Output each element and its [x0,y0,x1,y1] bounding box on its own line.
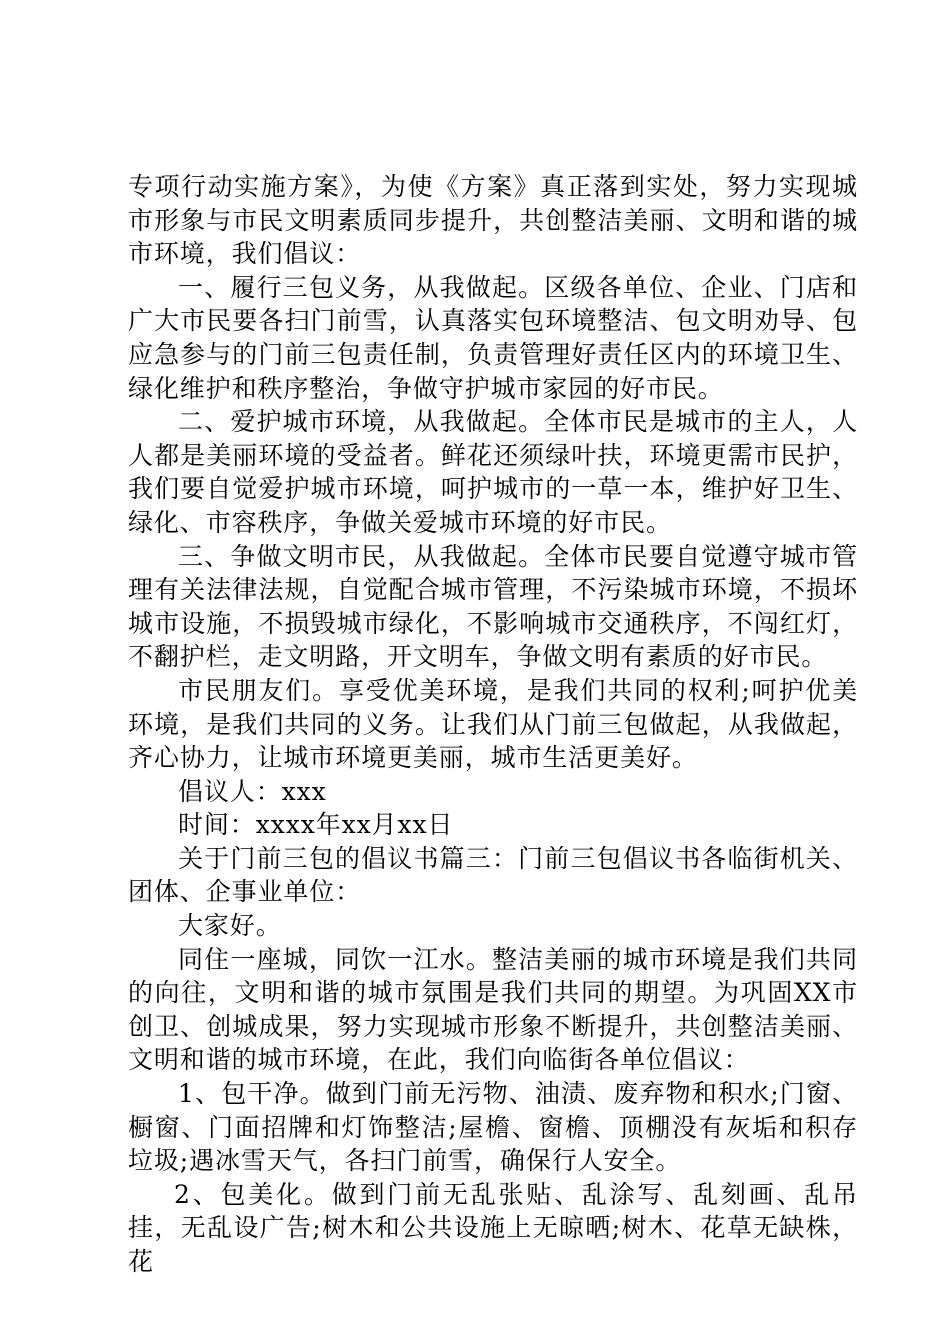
paragraph-intro-continuation: 专项行动实施方案》，为使《方案》真正落到实处，努力实现城市形象与市民文明素质同步提升，共创整洁美丽、文明和谐的城市环境，我们倡议： [128,172,858,269]
document-body [128,170,858,1279]
paragraph-item-one: 一、履行三包义务，从我做起。区级各单位、企业、门店和广大市民要各扫门前雪，认真落实包环境整洁、包文明劝导、包应急参与的门前三包责任制，负责管理好责任区内的环境卫生、绿化维护和秩序整治，争做守护城市家园的好市民。 [128,272,858,403]
paragraph-closing-appeal: 市民朋友们。享受优美环境，是我们共同的权利;呵护优美环境，是我们共同的义务。让我们从门前三包做起，从我做起，齐心协力，让城市环境更美丽，城市生活更美好。 [128,675,858,773]
paragraph-date: 时间：xxxx年xx月xx日 [178,810,454,840]
paragraph-clause-beautify: 2、包美化。做到门前无乱张贴、乱涂写、乱刻画、乱吊挂，无乱设广告;树木和公共设施上无晾晒;树木、花草无缺株，花 [128,1179,858,1276]
paragraph-section-three-heading: 关于门前三包的倡议书篇三：门前三包倡议书各临街机关、团体、企事业单位： [128,843,858,907]
paragraph-clause-clean: 1、包干净。做到门前无污物、油渍、废弃物和积水;门窗、橱窗、门面招牌和灯饰整洁;屋檐、窗檐、顶棚没有灰垢和积存垃圾;遇冰雪天气，各扫门前雪，确保行人安全。 [128,1079,858,1176]
paragraph-greeting: 大家好。 [178,911,282,941]
paragraph-proposal-intro: 同住一座城，同饮一江水。整洁美丽的城市环境是我们共同的向往，文明和谐的城市氛围是我们共同的期望。为巩固XX市创卫、创城成果，努力实现城市形象不断提升，共创整洁美丽、文明和谐的城市环境，在此，我们向临街各单位倡议： [128,944,858,1075]
paragraph-item-two: 二、爱护城市环境，从我做起。全体市民是城市的主人，人人都是美丽环境的受益者。鲜花还须绿叶扶，环境更需市民护，我们要自觉爱护城市环境，呵护城市的一草一本，维护好卫生、绿化、市容秩序，争做关爱城市环境的好市民。 [128,407,858,537]
paragraph-initiator: 倡议人：xxx [178,776,327,806]
paragraph-item-three: 三、争做文明市民，从我做起。全体市民要自觉遵守城市管理有关法律法规，自觉配合城市管理，不污染城市环境，不损坏城市设施，不损毁城市绿化，不影响城市交通秩序，不闯红灯，不翻护栏，走文明路，开文明车，争做文明有素质的好市民。 [128,541,858,672]
